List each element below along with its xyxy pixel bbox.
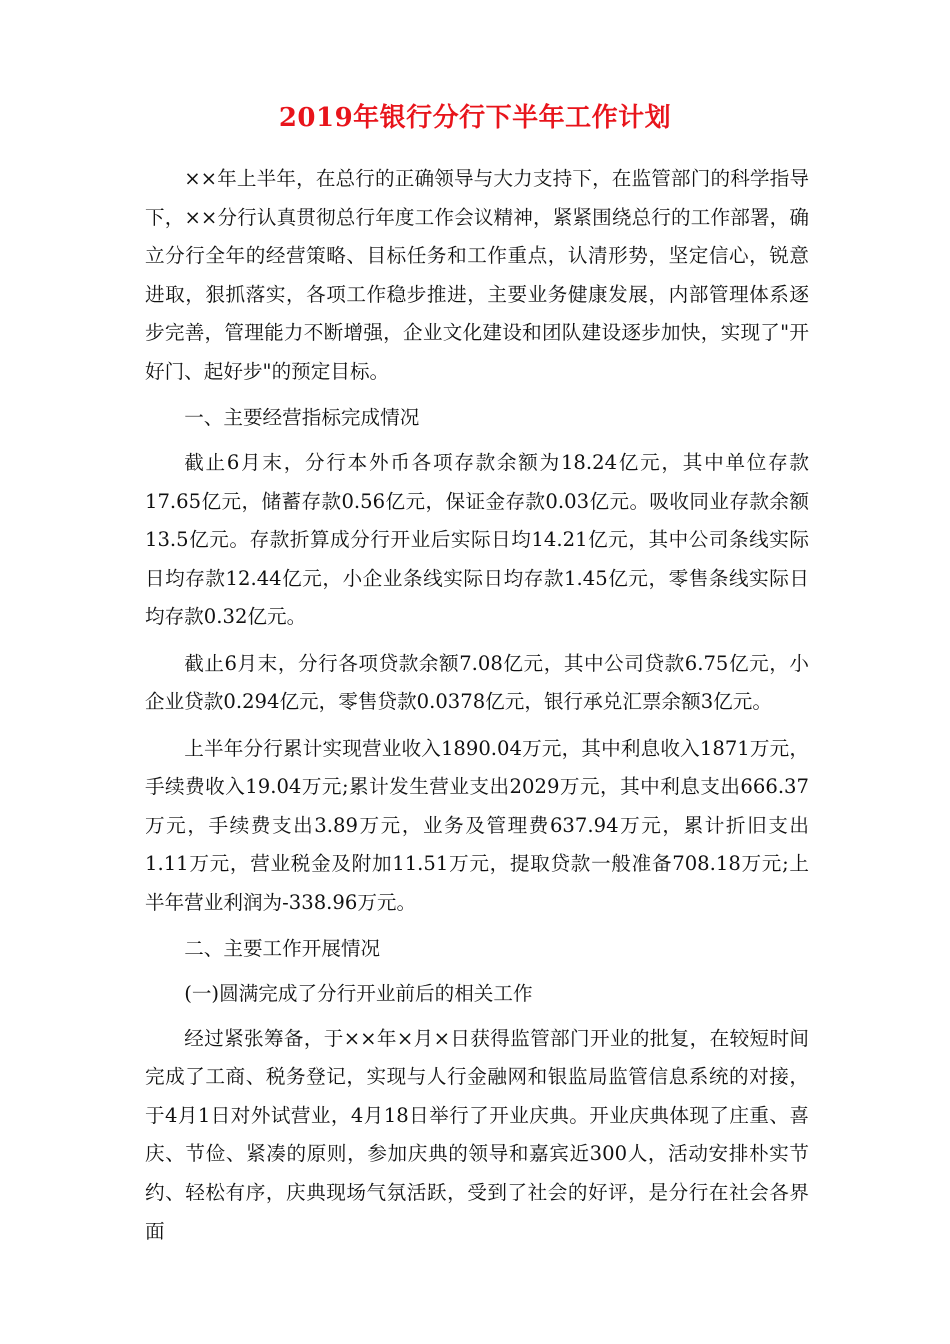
paragraph-loans: 截止6月末，分行各项贷款余额7.08亿元，其中公司贷款6.75亿元，小企业贷款0.294亿元，零售贷款0.0378亿元，银行承兑汇票余额3亿元。 [145,651,809,714]
paragraph-intro: ××年上半年，在总行的正确领导与大力支持下，在监管部门的科学指导下，××分行认真贯彻总行年度工作会议精神，紧紧围绕总行的工作部署，确立分行全年的经营策略、目标任务和工作重点，认清形势，坚定信心，锐意进取，狠抓落实，各项工作稳步推进，主要业务健康发展，内部管理体系逐步完善，管理能力不断增强，企业文化建设和团队建设逐步加快，实现了"开好门、起好步"的预定目标。 [145,167,809,383]
section-heading-2: 二、主要工作开展情况 [184,937,381,961]
subsection-heading-1: (一)圆满完成了分行开业前后的相关工作 [184,982,533,1006]
paragraph-opening: 经过紧张筹备，于××年×月×日获得监管部门开业的批复，在较短时间完成了工商、税务登记，实现与人行金融网和银监局监管信息系统的对接，于4月1日对外试营业，4月18日举行了开业庆典。开业庆典体现了庄重、喜庆、节俭、紧凑的原则，参加庆典的领导和嘉宾近300人，活动安排朴实节约、轻松有序，庆典现场气氛活跃，受到了社会的好评，是分行在社会各界面 [145,1026,809,1243]
paragraph-income: 上半年分行累计实现营业收入1890.04万元，其中利息收入1871万元，手续费收入19.04万元;累计发生营业支出2029万元，其中利息支出666.37万元，手续费支出3.89万元，业务及管理费637.94万元，累计折旧支出1.11万元，营业税金及附加11.51万元，提取贷款一般准备708.18万元;上半年营业利润为-338.96万元。 [145,736,809,915]
paragraph-deposits: 截止6月末，分行本外币各项存款余额为18.24亿元，其中单位存款17.65亿元，储蓄存款0.56亿元，保证金存款0.03亿元。吸收同业存款余额13.5亿元。存款折算成分行开业后实际日均14.21亿元，其中公司条线实际日均存款12.44亿元，小企业条线实际日均存款1.45亿元，零售条线实际日均存款0.32亿元。 [145,450,809,629]
document-body [145,160,809,1259]
section-heading-1: 一、主要经营指标完成情况 [184,406,420,430]
document-title: 2019年银行分行下半年工作计划 [278,103,672,133]
